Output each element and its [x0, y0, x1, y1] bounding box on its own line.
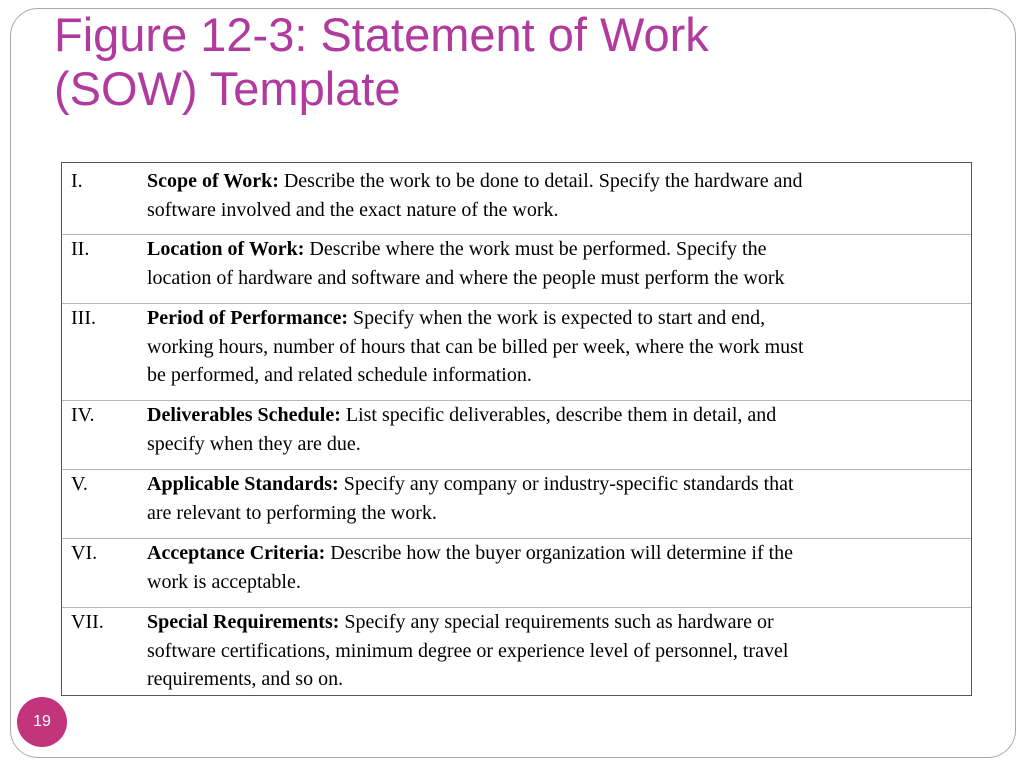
slide-title-line-1: Figure 12-3: Statement of Work: [54, 8, 709, 61]
row-text: Specify when the work is expected to start and end,: [348, 307, 766, 329]
row-content: [147, 539, 959, 596]
row-line: requirements, and so on.: [147, 668, 344, 690]
row-line: working hours, number of hours that can be billed per week, where the work must: [147, 335, 804, 358]
row-line: [147, 235, 959, 264]
row-text: Specify any company or industry-specific standards that: [338, 473, 794, 495]
row-text: Describe where the work must be performed. Specify the: [304, 238, 767, 260]
row-line: are relevant to performing the work.: [147, 501, 437, 524]
sow-template-table: [61, 162, 972, 696]
row-content: [147, 470, 959, 527]
row-content: [147, 167, 959, 224]
row-heading: Deliverables Schedule:: [147, 404, 341, 426]
row-line: software certifications, minimum degree or experience level of personnel, travel: [147, 639, 789, 662]
row-heading: Period of Performance:: [147, 307, 349, 329]
row-line: [147, 539, 959, 568]
slide-title-line-2: (SOW) Template: [54, 62, 401, 115]
row-line: work is acceptable.: [147, 570, 301, 593]
row-line: software involved and the exact nature of the work.: [147, 198, 559, 221]
row-numeral: VI.: [71, 542, 98, 564]
page-number-badge: 19: [17, 697, 67, 747]
row-line: [147, 470, 959, 499]
row-numeral: II.: [71, 238, 90, 260]
row-content: [147, 401, 959, 458]
row-numeral: V.: [71, 473, 88, 495]
row-content: [147, 304, 959, 390]
row-line: specify when they are due.: [147, 432, 361, 455]
row-heading: Special Requirements:: [147, 611, 340, 633]
row-line: be performed, and related schedule information.: [147, 364, 532, 386]
row-line: [147, 608, 959, 637]
slide-title: [54, 8, 954, 116]
row-heading: Applicable Standards:: [147, 473, 339, 495]
row-heading: Acceptance Criteria:: [147, 542, 326, 564]
row-numeral: III.: [71, 307, 96, 329]
row-numeral: IV.: [71, 404, 95, 426]
row-content: [147, 608, 959, 694]
row-content: [147, 235, 959, 292]
row-heading: Location of Work:: [147, 238, 305, 260]
row-line: location of hardware and software and where the people must perform the work: [147, 266, 785, 289]
row-line: [147, 304, 959, 333]
row-text: Describe how the buyer organization will determine if the: [325, 542, 794, 564]
row-line: [147, 401, 959, 430]
row-numeral: I.: [71, 170, 83, 192]
row-text: Specify any special requirements such as hardware or: [339, 611, 774, 633]
row-text: Describe the work to be done to detail. Specify the hardware and: [278, 170, 803, 192]
row-text: List specific deliverables, describe them in detail, and: [340, 404, 777, 426]
row-numeral: VII.: [71, 611, 104, 633]
row-heading: Scope of Work:: [147, 170, 279, 192]
row-line: [147, 167, 959, 196]
